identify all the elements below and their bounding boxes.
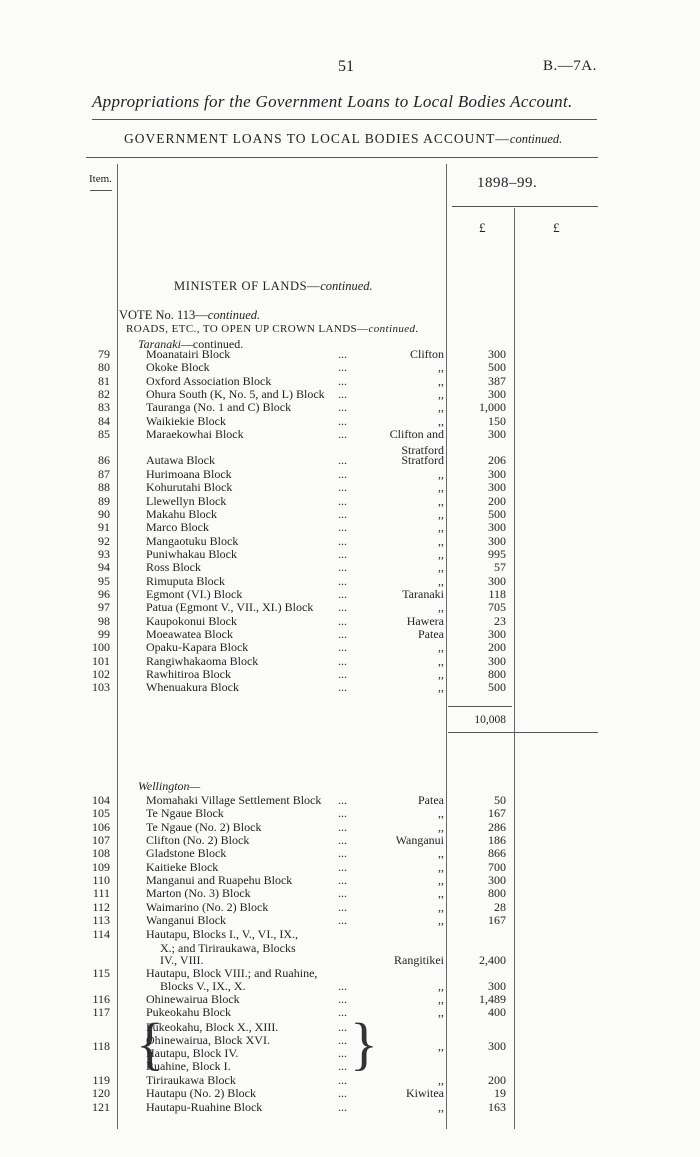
row-item: 105 xyxy=(92,806,110,821)
row-amount: 300 xyxy=(488,627,506,641)
row-amount: 300 xyxy=(488,466,506,481)
row-dots: ... xyxy=(338,427,347,442)
row-dots: ... xyxy=(338,627,347,641)
row-amount: 866 xyxy=(488,846,506,861)
row-118-line4: Ruahine, Block I. xyxy=(146,1059,231,1073)
row-name: Puniwhakau Block xyxy=(146,546,237,561)
row-item: 119 xyxy=(92,1073,110,1087)
row-amount: 387 xyxy=(488,373,506,388)
row-amount: 1,000 xyxy=(479,400,506,415)
row-item: 101 xyxy=(92,653,110,668)
row-dots: ... xyxy=(338,886,347,901)
row-dots: ... xyxy=(338,400,347,415)
row-dots: ... xyxy=(338,533,347,548)
row-location: Stratford xyxy=(401,453,444,468)
row-name: Hautapu, Block VIII.; and Ruahine, xyxy=(146,966,318,980)
row-dots: ... xyxy=(338,560,347,575)
taranaki-label-suffix: —continued. xyxy=(180,337,244,351)
account-subtitle xyxy=(124,131,562,147)
table-row xyxy=(0,575,700,588)
row-name: Hurimoana Block xyxy=(146,466,232,481)
table-row xyxy=(0,641,700,654)
row-name: Kaupokonui Block xyxy=(146,613,237,628)
row-item: 83 xyxy=(98,400,110,415)
row-name: Ohura South (K, No. 5, and L) Block xyxy=(146,387,325,402)
row-item: 90 xyxy=(98,506,110,521)
row-dots: ... xyxy=(338,413,347,428)
row-item: 109 xyxy=(92,859,110,874)
row-dots: ... xyxy=(338,640,347,655)
table-row xyxy=(0,481,700,494)
minister-heading xyxy=(174,279,373,294)
row-location: Clifton and xyxy=(389,427,444,442)
row-name: Makahu Block xyxy=(146,506,217,521)
row-name: Whenuakura Block xyxy=(146,680,239,695)
row-name: Maraekowhai Block xyxy=(146,427,244,442)
location-continuation: Stratford xyxy=(401,443,444,457)
row-dots: ... xyxy=(338,493,347,508)
row-location: ,, xyxy=(438,413,444,428)
row-item: 82 xyxy=(98,387,110,402)
wellington-heading: Wellington— xyxy=(138,779,201,793)
table-row xyxy=(0,561,700,574)
row-dots: ... xyxy=(338,793,347,807)
row-dots: ... xyxy=(338,360,347,375)
row-118-dots3: ... xyxy=(338,1046,347,1060)
subtitle-main: GOVERNMENT LOANS TO LOCAL BODIES ACCOUNT— xyxy=(124,131,510,146)
row-name: Moeawatea Block xyxy=(146,627,233,641)
row-location: ,, xyxy=(438,506,444,521)
row-item: 89 xyxy=(98,493,110,508)
table-row xyxy=(0,535,700,548)
roads-heading-main: ROADS, ETC., TO OPEN UP CROWN LANDS— xyxy=(126,323,369,335)
row-dots: ... xyxy=(338,819,347,834)
row-item: 86 xyxy=(98,453,110,468)
row-item: 85 xyxy=(98,427,110,442)
table-row xyxy=(0,601,700,614)
row-location: Clifton xyxy=(409,347,444,361)
row-dots: ... xyxy=(338,506,347,521)
row-name: Rangiwhakaoma Block xyxy=(146,653,259,668)
row-amount: 150 xyxy=(488,413,506,428)
table-row xyxy=(0,807,700,820)
row-location: Taranaki xyxy=(402,586,444,601)
row-location: ,, xyxy=(438,1099,444,1114)
row-dots: ... xyxy=(338,806,347,821)
row-item: 81 xyxy=(98,373,110,388)
row-item: 103 xyxy=(92,680,110,695)
table-row xyxy=(0,361,700,374)
row-name: Hautapu-Ruahine Block xyxy=(146,1099,263,1114)
row-amount: 300 xyxy=(488,533,506,548)
row-location: ,, xyxy=(438,640,444,655)
row-item: 88 xyxy=(98,480,110,495)
row-location: Patea xyxy=(418,627,444,641)
row-amount: 300 xyxy=(488,347,506,361)
row-dots: ... xyxy=(338,480,347,495)
row-dots: ... xyxy=(338,1099,347,1114)
row-item: 91 xyxy=(98,520,110,535)
row-location: Kiwitea xyxy=(406,1086,444,1101)
row-location: ,, xyxy=(438,1005,444,1019)
row-115-line2: Blocks V., IX., X. xyxy=(160,979,246,993)
row-location: ,, xyxy=(438,846,444,861)
roads-heading-suffix: continued. xyxy=(368,323,419,335)
row-114-line2: X.; and Tiriraukawa, Blocks xyxy=(160,941,296,955)
table-row xyxy=(0,495,700,508)
row-location: ,, xyxy=(438,387,444,402)
row-location: Wanganui xyxy=(395,833,444,848)
row-item: 116 xyxy=(92,992,110,1006)
row-dots: ... xyxy=(338,347,347,361)
title-rule xyxy=(92,119,597,120)
row-name: Marco Block xyxy=(146,520,209,535)
row-location: ,, xyxy=(438,520,444,535)
row-amount: 300 xyxy=(488,520,506,535)
row-location: Hawera xyxy=(406,613,444,628)
page-title: Appropriations for the Government Loans to Local Bodies Account. xyxy=(92,92,573,111)
row-amount: 500 xyxy=(488,506,506,521)
row-item: 99 xyxy=(98,627,110,641)
row-name: Okoke Block xyxy=(146,360,210,375)
row-location: ,, xyxy=(438,979,444,993)
row-amount: 300 xyxy=(488,873,506,888)
row-location: ,, xyxy=(438,992,444,1006)
subtitle-suffix: continued. xyxy=(509,132,563,146)
row-118-line2: Ohinewairua, Block XVI. xyxy=(146,1033,270,1047)
vote-heading xyxy=(119,308,260,323)
document-reference: B.—7A. xyxy=(543,58,597,74)
row-item: 104 xyxy=(92,793,110,807)
table-row xyxy=(0,914,700,927)
table-row xyxy=(0,454,700,467)
table-row xyxy=(0,428,700,441)
taranaki-total: 10,008 xyxy=(474,714,506,726)
row-name: Tauranga (No. 1 and C) Block xyxy=(146,400,292,415)
row-name: Opaku-Kapara Block xyxy=(146,640,249,655)
row-location: ,, xyxy=(438,480,444,495)
row-dots: ... xyxy=(338,899,347,914)
row-dots: ... xyxy=(338,653,347,668)
item-column-header: Item. xyxy=(89,173,112,185)
row-amount: 800 xyxy=(488,667,506,682)
row-amount: 800 xyxy=(488,886,506,901)
row-amount: 500 xyxy=(488,360,506,375)
row-amount: 200 xyxy=(488,1073,506,1087)
row-amount: 300 xyxy=(488,573,506,588)
row-amount: 163 xyxy=(488,1099,506,1114)
row-amount: 500 xyxy=(488,680,506,695)
minister-heading-suffix: continued. xyxy=(320,279,373,293)
row-amount: 206 xyxy=(488,453,506,468)
row-item: 100 xyxy=(92,640,110,655)
row-name: Gladstone Block xyxy=(146,846,227,861)
row-dots: ... xyxy=(338,992,347,1006)
row-location: ,, xyxy=(438,600,444,615)
subtitle-rule xyxy=(86,157,598,158)
row-item: 92 xyxy=(98,533,110,548)
table-row xyxy=(0,847,700,860)
row-dots: ... xyxy=(338,466,347,481)
year-header: 1898–99. xyxy=(477,175,538,191)
row-114-line3: IV., VIII. xyxy=(160,953,204,967)
row-dots: ... xyxy=(338,873,347,888)
row-dots: ... xyxy=(338,520,347,535)
row-location: ,, xyxy=(438,653,444,668)
row-location: Rangitikei xyxy=(394,953,444,967)
row-amount: 167 xyxy=(488,913,506,928)
minister-heading-main: MINISTER OF LANDS— xyxy=(174,279,321,293)
row-item: 112 xyxy=(92,899,110,914)
row-item: 115 xyxy=(92,966,110,980)
row-item: 120 xyxy=(92,1086,110,1101)
row-name: Kaitieke Block xyxy=(146,859,219,874)
row-location: ,, xyxy=(438,913,444,928)
row-location: ,, xyxy=(438,1039,444,1053)
row-118-dots1: ... xyxy=(338,1020,347,1034)
row-dots: ... xyxy=(338,1005,347,1019)
row-amount: 50 xyxy=(494,793,506,807)
row-dots: ... xyxy=(338,1073,347,1087)
row-dots: ... xyxy=(338,846,347,861)
row-name: Tiriraukawa Block xyxy=(146,1073,236,1087)
row-dots: ... xyxy=(338,913,347,928)
row-dots: ... xyxy=(338,387,347,402)
row-amount: 286 xyxy=(488,819,506,834)
table-row xyxy=(0,1087,700,1100)
row-location: ,, xyxy=(438,400,444,415)
row-location: ,, xyxy=(438,466,444,481)
row-amount: 300 xyxy=(488,979,506,993)
row-amount: 300 xyxy=(488,1039,506,1053)
row-dots: ... xyxy=(338,453,347,468)
row-name: Hautapu (No. 2) Block xyxy=(146,1086,256,1101)
row-amount: 23 xyxy=(494,613,506,628)
vote-heading-main: VOTE No. 113— xyxy=(119,308,208,322)
row-location: ,, xyxy=(438,560,444,575)
row-item: 113 xyxy=(92,913,110,928)
row-118-line3: Hautapu, Block IV. xyxy=(146,1046,239,1060)
row-location: ,, xyxy=(438,899,444,914)
row-item: 94 xyxy=(98,560,110,575)
row-item: 110 xyxy=(92,873,110,888)
currency-left: £ xyxy=(479,220,486,235)
row-dots: ... xyxy=(338,833,347,848)
currency-right: £ xyxy=(553,220,560,235)
table-row-118 xyxy=(0,1040,700,1053)
row-item: 96 xyxy=(98,586,110,601)
row-118-dots4: ... xyxy=(338,1059,347,1073)
table-row xyxy=(0,401,700,414)
row-name: Rimuputa Block xyxy=(146,573,225,588)
table-row-114 xyxy=(0,928,700,941)
row-amount: 2,400 xyxy=(479,953,506,967)
table-row xyxy=(0,681,700,694)
row-item: 80 xyxy=(98,360,110,375)
vote-heading-suffix: continued. xyxy=(207,308,261,322)
row-name: Autawa Block xyxy=(146,453,215,468)
row-location: ,, xyxy=(438,533,444,548)
row-amount: 167 xyxy=(488,806,506,821)
row-dots: ... xyxy=(338,979,347,993)
row-118-line1: Pukeokahu, Block X., XIII. xyxy=(146,1020,279,1034)
roads-heading xyxy=(126,323,419,335)
page-number: 51 xyxy=(338,58,354,75)
table-row xyxy=(0,1101,700,1114)
row-amount: 995 xyxy=(488,546,506,561)
row-amount: 28 xyxy=(494,899,506,914)
row-118-dots2: ... xyxy=(338,1033,347,1047)
row-amount: 700 xyxy=(488,859,506,874)
row-dots: ... xyxy=(338,586,347,601)
row-item: 98 xyxy=(98,613,110,628)
row-location: ,, xyxy=(438,859,444,874)
subtotal-rule xyxy=(448,706,512,707)
row-amount: 1,489 xyxy=(479,992,506,1006)
row-location: ,, xyxy=(438,680,444,695)
row-item: 111 xyxy=(92,886,110,901)
row-item: 108 xyxy=(92,846,110,861)
row-name: Mangaotuku Block xyxy=(146,533,239,548)
row-amount: 200 xyxy=(488,493,506,508)
row-name: Waikiekie Block xyxy=(146,413,227,428)
row-dots: ... xyxy=(338,680,347,695)
left-brace: { xyxy=(136,1011,164,1076)
row-dots: ... xyxy=(338,859,347,874)
table-row xyxy=(0,521,700,534)
row-item: 93 xyxy=(98,546,110,561)
row-location: ,, xyxy=(438,873,444,888)
row-dots: ... xyxy=(338,573,347,588)
row-amount: 400 xyxy=(488,1005,506,1019)
row-item: 114 xyxy=(92,927,110,941)
table-row xyxy=(0,887,700,900)
row-amount: 300 xyxy=(488,480,506,495)
row-name: Llewellyn Block xyxy=(146,493,227,508)
row-item: 97 xyxy=(98,600,110,615)
row-name: Oxford Association Block xyxy=(146,373,272,388)
row-name: Rawhitiroa Block xyxy=(146,667,231,682)
row-name: Egmont (VI.) Block xyxy=(146,586,243,601)
row-amount: 300 xyxy=(488,653,506,668)
row-name: Pukeokahu Block xyxy=(146,1005,231,1019)
row-location: ,, xyxy=(438,806,444,821)
row-name: Ohinewairua Block xyxy=(146,992,240,1006)
row-amount: 200 xyxy=(488,640,506,655)
row-dots: ... xyxy=(338,546,347,561)
row-dots: ... xyxy=(338,373,347,388)
row-amount: 300 xyxy=(488,427,506,442)
year-header-underline xyxy=(452,206,598,207)
table-row-115 xyxy=(0,967,700,980)
row-name: Ross Block xyxy=(146,560,202,575)
row-name: Te Ngaue Block xyxy=(146,806,224,821)
row-name: Marton (No. 3) Block xyxy=(146,886,251,901)
row-location: ,, xyxy=(438,819,444,834)
row-location: Patea xyxy=(418,793,444,807)
row-item: 102 xyxy=(92,667,110,682)
item-header-underline xyxy=(90,190,112,191)
row-location: ,, xyxy=(438,573,444,588)
row-dots: ... xyxy=(338,1086,347,1101)
total-rule xyxy=(448,732,598,733)
row-location: ,, xyxy=(438,1073,444,1087)
row-item: 84 xyxy=(98,413,110,428)
row-item: 107 xyxy=(92,833,110,848)
row-name: Clifton (No. 2) Block xyxy=(146,833,250,848)
row-name: Hautapu, Blocks I., V., VI., IX., xyxy=(146,927,298,941)
row-name: Te Ngaue (No. 2) Block xyxy=(146,819,262,834)
row-item: 121 xyxy=(92,1099,110,1114)
row-amount: 705 xyxy=(488,600,506,615)
row-item: 106 xyxy=(92,819,110,834)
row-location: ,, xyxy=(438,493,444,508)
row-name: Patua (Egmont V., VII., XI.) Block xyxy=(146,600,314,615)
row-name: Wanganui Block xyxy=(146,913,227,928)
row-location: ,, xyxy=(438,373,444,388)
row-location: ,, xyxy=(438,360,444,375)
row-amount: 118 xyxy=(488,586,506,601)
row-item: 95 xyxy=(98,573,110,588)
row-dots: ... xyxy=(338,600,347,615)
row-item: 87 xyxy=(98,466,110,481)
row-item: 117 xyxy=(92,1005,110,1019)
right-brace: } xyxy=(350,1011,378,1076)
row-location: ,, xyxy=(438,667,444,682)
row-item: 118 xyxy=(92,1039,110,1053)
row-name: Moanatairi Block xyxy=(146,347,231,361)
row-amount: 19 xyxy=(494,1086,506,1101)
row-location: ,, xyxy=(438,546,444,561)
row-dots: ... xyxy=(338,613,347,628)
row-name: Manganui and Ruapehu Block xyxy=(146,873,293,888)
row-item: 79 xyxy=(98,347,110,361)
row-amount: 57 xyxy=(494,560,506,575)
row-name: Kohurutahi Block xyxy=(146,480,233,495)
row-dots: ... xyxy=(338,667,347,682)
row-amount: 186 xyxy=(488,833,506,848)
row-amount: 300 xyxy=(488,387,506,402)
row-location: ,, xyxy=(438,886,444,901)
row-name: Momahaki Village Settlement Block xyxy=(146,793,322,807)
row-name: Waimarino (No. 2) Block xyxy=(146,899,269,914)
taranaki-label: Taranaki xyxy=(138,337,181,351)
